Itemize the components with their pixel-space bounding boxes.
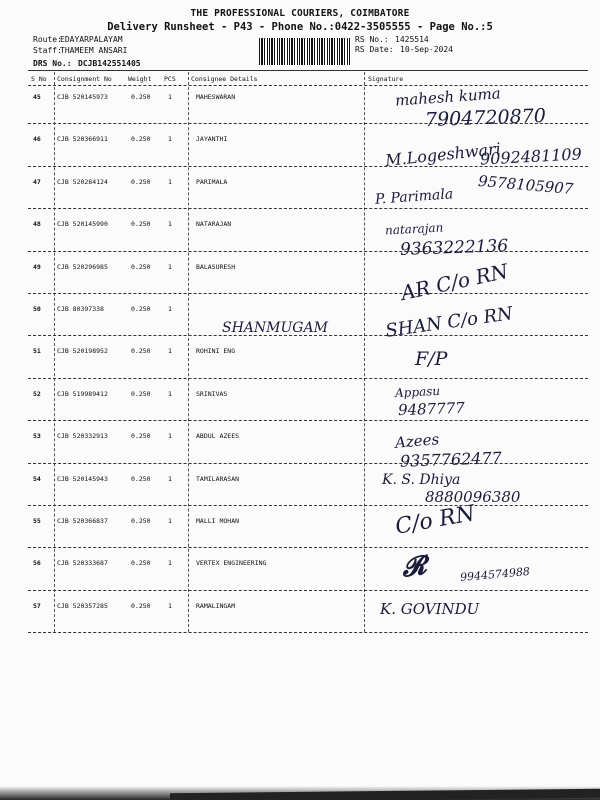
signature-52: Appasu	[394, 383, 441, 401]
phone-46: 9092481109	[479, 144, 583, 169]
signature-55: C/o RN	[393, 501, 477, 540]
row-sno: 52	[33, 389, 41, 398]
row-consignment-no: CJB 520296985	[57, 262, 108, 271]
row-consignee: RAMALINGAM	[196, 601, 236, 610]
row-consignee: MALLI MOHAN	[196, 517, 240, 525]
row-consignee: SRINIVAS	[196, 389, 228, 398]
row-divider	[28, 293, 588, 294]
row-pcs: 1	[168, 135, 172, 144]
row-consignee: VERTEX ENGINEERING	[196, 559, 267, 568]
route-value: EDAYARPALAYAM	[60, 35, 123, 44]
row-consignee: ROHINI ENG	[196, 347, 236, 356]
col-pcs: PCS	[164, 75, 176, 83]
col-consignment: Consignment No	[57, 75, 112, 83]
signature-49: AR C/o RN	[398, 258, 511, 306]
row-divider	[28, 632, 588, 633]
col-consignee: Consignee Details	[191, 75, 258, 83]
row-sno: 51	[33, 347, 41, 356]
row-pcs: 1	[168, 389, 172, 398]
row-consignment-no: CJB 520366911	[57, 135, 108, 144]
row-consignee: MAHESWARAN	[196, 93, 236, 101]
row-consignment-no: CJB 520333687	[57, 559, 108, 568]
row-pcs: 1	[168, 305, 172, 313]
drs-value: DCJB142551405	[78, 59, 141, 68]
phone-53: 9357762477	[399, 448, 503, 471]
row-consignee: PARIMALA	[196, 177, 228, 186]
signature-57: K. GOVINDU	[380, 600, 480, 618]
row-weight: 0.250	[131, 177, 151, 186]
signature-47: P. Parimala	[374, 186, 454, 208]
signature-48: natarajan	[384, 220, 444, 238]
row-weight: 0.250	[131, 474, 151, 483]
rs-date-value: 10-Sep-2024	[400, 45, 453, 54]
staff-label: Staff:	[33, 46, 62, 55]
row-weight: 0.250	[131, 135, 151, 144]
row-pcs: 1	[168, 93, 172, 101]
signature-54: K. S. Dhiya	[382, 472, 461, 488]
row-sno: 53	[33, 432, 41, 441]
header-divider	[28, 70, 588, 71]
phone-47: 9578105907	[477, 171, 575, 199]
row-weight: 0.250	[131, 517, 151, 525]
col-sno: S No	[31, 75, 47, 83]
row-pcs: 1	[168, 517, 172, 525]
row-divider	[28, 420, 588, 421]
col-signature: Signature	[368, 75, 404, 83]
row-weight: 0.250	[131, 220, 151, 229]
row-sno: 46	[33, 135, 41, 144]
phone-56: 9944574988	[459, 564, 531, 585]
row-consignee: BALASURESH	[196, 262, 236, 271]
row-weight: 0.250	[131, 389, 151, 398]
row-sno: 57	[33, 601, 41, 610]
row-sno: 50	[33, 305, 41, 313]
rs-no-value: 1425514	[395, 35, 429, 44]
row-consignment-no: CJB 520145990	[57, 220, 108, 229]
signature-50: SHAN C/o RN	[384, 303, 515, 342]
row-sno: 48	[33, 220, 41, 229]
row-consignment-no: CJB 520198952	[57, 347, 108, 356]
row-consignee: TAMILARASAN	[196, 474, 240, 483]
phone-45: 7904720870	[424, 104, 547, 132]
drs-label: DRS No.:	[33, 59, 72, 68]
row-consignment-no: CJB 520145973	[57, 93, 108, 101]
row-divider	[28, 590, 588, 591]
row-consignment-no: CJB 520332913	[57, 432, 108, 441]
consignee-handwritten-50: SHANMUGAM	[222, 320, 328, 336]
rs-no-label: RS No.:	[355, 35, 389, 44]
row-consignment-no: CJB 520357285	[57, 601, 108, 610]
row-divider	[28, 208, 588, 209]
row-pcs: 1	[168, 347, 172, 356]
consignment-barcode	[259, 38, 351, 65]
row-weight: 0.250	[131, 347, 151, 356]
row-pcs: 1	[168, 474, 172, 483]
row-pcs: 1	[168, 220, 172, 229]
row-weight: 0.250	[131, 559, 151, 568]
row-sno: 45	[33, 93, 41, 101]
row-consignment-no: CJB 80397338	[57, 305, 104, 313]
row-weight: 0.250	[131, 93, 151, 101]
col-weight: Weight	[128, 75, 152, 83]
phone-48: 9363222136	[399, 236, 509, 260]
row-sno: 54	[33, 474, 41, 483]
phone-52: 9487777	[397, 398, 466, 420]
rs-date-label: RS Date:	[355, 45, 394, 54]
signature-45: mahesh kuma	[394, 84, 502, 110]
runsheet-subtitle: Delivery Runsheet - P43 - Phone No.:0422-3505555 - Page No.:5	[107, 21, 493, 33]
row-weight: 0.250	[131, 601, 151, 610]
route-label: Route:	[33, 35, 62, 44]
row-sno: 47	[33, 177, 41, 186]
column-header-divider	[28, 85, 588, 86]
row-pcs: 1	[168, 432, 172, 441]
row-weight: 0.250	[131, 262, 151, 271]
company-title: THE PROFESSIONAL COURIERS, COIMBATORE	[190, 8, 410, 19]
row-pcs: 1	[168, 262, 172, 271]
signature-53: Azees	[394, 430, 440, 452]
row-divider	[28, 547, 588, 548]
staff-value: THAMEEM ANSARI	[60, 46, 128, 55]
row-weight: 0.250	[131, 305, 151, 313]
phone-54: 8880096380	[425, 488, 521, 506]
row-pcs: 1	[168, 601, 172, 610]
row-consignment-no: CJB 519989412	[57, 389, 108, 398]
row-sno: 49	[33, 262, 41, 271]
row-consignee: JAYANTHI	[196, 135, 228, 144]
row-sno: 56	[33, 559, 41, 568]
row-consignment-no: CJB 520284124	[57, 177, 108, 186]
row-consignee: ABDUL AZEES	[196, 432, 240, 441]
row-pcs: 1	[168, 177, 172, 186]
row-consignment-no: CJB 520366837	[57, 517, 108, 525]
row-consignee: NATARAJAN	[196, 220, 232, 229]
row-divider	[28, 463, 588, 464]
signature-46: M.Logeshwari	[384, 138, 502, 171]
signature-51: F/P	[415, 348, 448, 370]
row-sno: 55	[33, 517, 41, 525]
row-consignment-no: CJB 520145943	[57, 474, 108, 483]
signature-56: 𝓡	[399, 550, 429, 584]
row-weight: 0.250	[131, 432, 151, 441]
row-divider	[28, 378, 588, 379]
row-pcs: 1	[168, 559, 172, 568]
